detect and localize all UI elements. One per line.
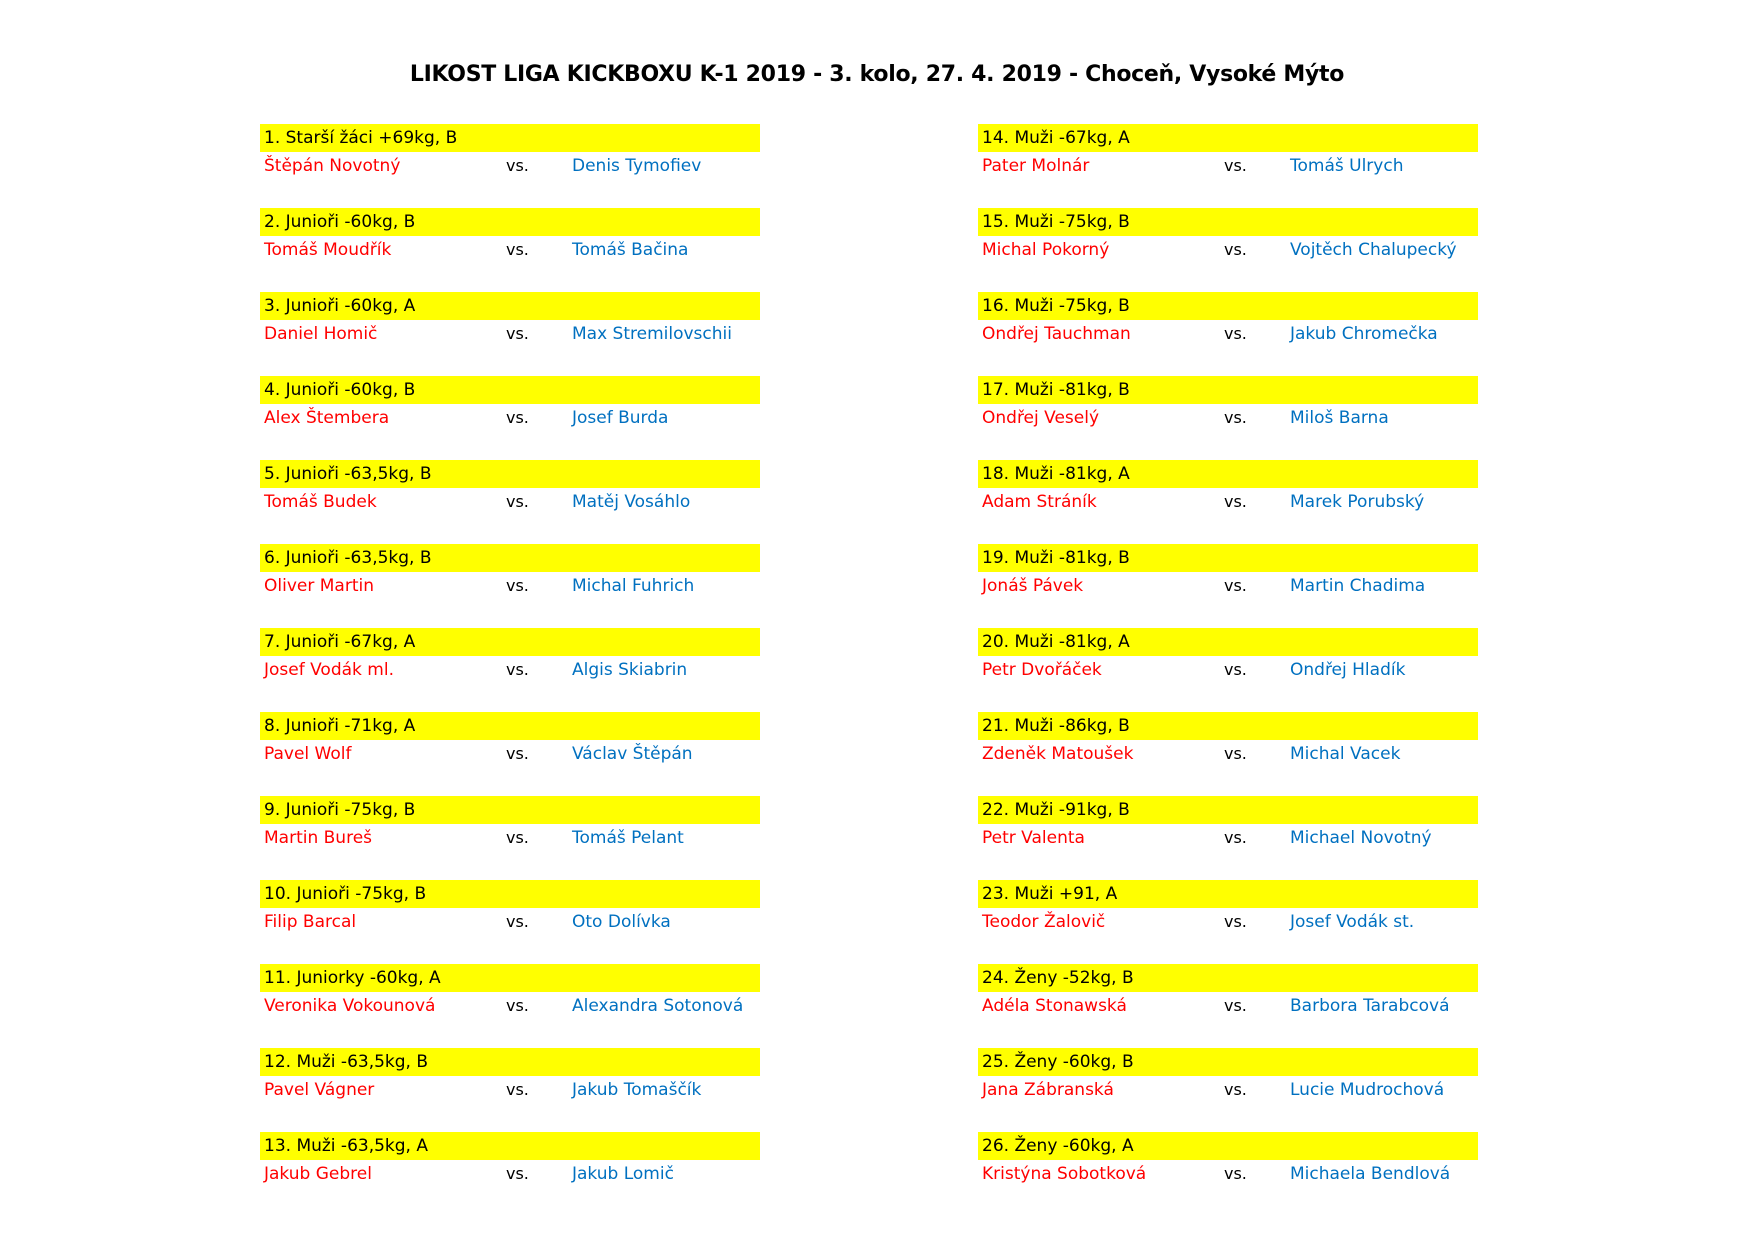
right-bout-column [978, 124, 1478, 1216]
blue-corner-fighter: Miloš Barna [1290, 408, 1389, 428]
bout-block [260, 628, 760, 712]
versus-label: vs. [1224, 1164, 1247, 1183]
bout-header: 21. Muži -86kg, B [978, 712, 1478, 740]
blue-corner-fighter: Oto Dolívka [572, 912, 671, 932]
bout-header: 4. Junioři -60kg, B [260, 376, 760, 404]
red-corner-fighter: Josef Vodák ml. [264, 660, 394, 680]
blue-corner-fighter: Alexandra Sotonová [572, 996, 744, 1016]
red-corner-fighter: Filip Barcal [264, 912, 357, 932]
bout-header: 24. Ženy -52kg, B [978, 964, 1478, 992]
bout-block [260, 124, 760, 208]
blue-corner-fighter: Denis Tymofiev [572, 156, 702, 176]
versus-label: vs. [506, 660, 529, 679]
red-corner-fighter: Štěpán Novotný [264, 156, 401, 176]
bout-block [260, 544, 760, 628]
bout-header: 19. Muži -81kg, B [978, 544, 1478, 572]
bout-header: 9. Junioři -75kg, B [260, 796, 760, 824]
red-corner-fighter: Jonáš Pávek [982, 576, 1084, 596]
bout-header: 23. Muži +91, A [978, 880, 1478, 908]
bout-block [260, 1048, 760, 1132]
page-title: LIKOST LIGA KICKBOXU K-1 2019 - 3. kolo, 27. 4. 2019 - Choceň, Vysoké Mýto [409, 62, 1345, 87]
red-corner-fighter: Zdeněk Matoušek [982, 744, 1134, 764]
bout-header: 5. Junioři -63,5kg, B [260, 460, 760, 488]
bout-block [260, 292, 760, 376]
versus-label: vs. [1224, 576, 1247, 595]
bout-block [978, 208, 1478, 292]
bout-header: 17. Muži -81kg, B [978, 376, 1478, 404]
red-corner-fighter: Michal Pokorný [982, 240, 1110, 260]
bout-block [978, 1132, 1478, 1216]
bout-matchup [978, 152, 1478, 180]
blue-corner-fighter: Michaela Bendlová [1290, 1164, 1451, 1184]
bout-block [260, 376, 760, 460]
blue-corner-fighter: Václav Štěpán [572, 744, 693, 764]
versus-label: vs. [506, 996, 529, 1015]
versus-label: vs. [1224, 660, 1247, 679]
bout-block [978, 880, 1478, 964]
blue-corner-fighter: Jakub Lomič [572, 1164, 674, 1184]
bout-matchup [260, 992, 760, 1020]
bout-matchup [978, 320, 1478, 348]
versus-label: vs. [506, 576, 529, 595]
red-corner-fighter: Pavel Wolf [264, 744, 352, 764]
versus-label: vs. [506, 828, 529, 847]
bout-matchup [260, 404, 760, 432]
bout-block [260, 796, 760, 880]
versus-label: vs. [1224, 996, 1247, 1015]
bout-block [260, 460, 760, 544]
bout-block [978, 964, 1478, 1048]
bout-header: 3. Junioři -60kg, A [260, 292, 760, 320]
bout-matchup [260, 320, 760, 348]
bout-matchup [260, 488, 760, 516]
bout-matchup [978, 908, 1478, 936]
versus-label: vs. [1224, 324, 1247, 343]
red-corner-fighter: Teodor Žalovič [982, 912, 1106, 932]
bout-header: 8. Junioři -71kg, A [260, 712, 760, 740]
bout-matchup [260, 152, 760, 180]
bout-matchup [260, 740, 760, 768]
bout-header: 10. Junioři -75kg, B [260, 880, 760, 908]
blue-corner-fighter: Algis Skiabrin [572, 660, 688, 680]
red-corner-fighter: Kristýna Sobotková [982, 1164, 1147, 1184]
bout-block [978, 376, 1478, 460]
blue-corner-fighter: Tomáš Ulrych [1290, 156, 1404, 176]
bout-matchup [978, 572, 1478, 600]
bout-matchup [978, 1076, 1478, 1104]
blue-corner-fighter: Josef Burda [572, 408, 669, 428]
versus-label: vs. [506, 912, 529, 931]
blue-corner-fighter: Matěj Vosáhlo [572, 492, 691, 512]
bout-matchup [260, 908, 760, 936]
blue-corner-fighter: Michael Novotný [1290, 828, 1432, 848]
red-corner-fighter: Adéla Stonawská [982, 996, 1127, 1016]
bout-header: 6. Junioři -63,5kg, B [260, 544, 760, 572]
bout-matchup [260, 1076, 760, 1104]
versus-label: vs. [1224, 744, 1247, 763]
blue-corner-fighter: Marek Porubský [1290, 492, 1425, 512]
red-corner-fighter: Tomáš Moudřík [264, 240, 392, 260]
versus-label: vs. [506, 492, 529, 511]
bout-header: 22. Muži -91kg, B [978, 796, 1478, 824]
red-corner-fighter: Adam Stráník [982, 492, 1097, 512]
versus-label: vs. [1224, 1080, 1247, 1099]
blue-corner-fighter: Barbora Tarabcová [1290, 996, 1450, 1016]
red-corner-fighter: Alex Štembera [264, 408, 390, 428]
bout-matchup [260, 1160, 760, 1188]
red-corner-fighter: Jana Zábranská [982, 1080, 1114, 1100]
red-corner-fighter: Martin Bureš [264, 828, 373, 848]
red-corner-fighter: Ondřej Tauchman [982, 324, 1131, 344]
red-corner-fighter: Petr Valenta [982, 828, 1085, 848]
blue-corner-fighter: Josef Vodák st. [1290, 912, 1415, 932]
bout-header: 18. Muži -81kg, A [978, 460, 1478, 488]
versus-label: vs. [506, 1164, 529, 1183]
bout-matchup [978, 404, 1478, 432]
bout-matchup [978, 824, 1478, 852]
bout-header: 14. Muži -67kg, A [978, 124, 1478, 152]
red-corner-fighter: Pavel Vágner [264, 1080, 375, 1100]
bout-header: 12. Muži -63,5kg, B [260, 1048, 760, 1076]
bout-matchup [978, 740, 1478, 768]
bout-header: 2. Junioři -60kg, B [260, 208, 760, 236]
red-corner-fighter: Ondřej Veselý [982, 408, 1100, 428]
bout-block [260, 1132, 760, 1216]
red-corner-fighter: Pater Molnár [982, 156, 1090, 176]
bout-header: 11. Juniorky -60kg, A [260, 964, 760, 992]
versus-label: vs. [1224, 408, 1247, 427]
bout-block [978, 1048, 1478, 1132]
versus-label: vs. [506, 240, 529, 259]
blue-corner-fighter: Vojtěch Chalupecký [1290, 240, 1457, 260]
blue-corner-fighter: Michal Vacek [1290, 744, 1401, 764]
red-corner-fighter: Petr Dvořáček [982, 660, 1102, 680]
red-corner-fighter: Jakub Gebrel [264, 1164, 372, 1184]
bout-matchup [978, 992, 1478, 1020]
bout-block [978, 712, 1478, 796]
bout-block [978, 460, 1478, 544]
blue-corner-fighter: Michal Fuhrich [572, 576, 695, 596]
red-corner-fighter: Tomáš Budek [264, 492, 377, 512]
bout-header: 13. Muži -63,5kg, A [260, 1132, 760, 1160]
bout-header: 1. Starší žáci +69kg, B [260, 124, 760, 152]
versus-label: vs. [1224, 912, 1247, 931]
bout-block [260, 880, 760, 964]
versus-label: vs. [1224, 156, 1247, 175]
bout-matchup [978, 488, 1478, 516]
blue-corner-fighter: Ondřej Hladík [1290, 660, 1406, 680]
versus-label: vs. [506, 156, 529, 175]
bout-block [260, 208, 760, 292]
bout-block [978, 544, 1478, 628]
blue-corner-fighter: Martin Chadima [1290, 576, 1426, 596]
blue-corner-fighter: Max Stremilovschii [572, 324, 732, 344]
versus-label: vs. [506, 408, 529, 427]
versus-label: vs. [1224, 492, 1247, 511]
bout-matchup [260, 236, 760, 264]
bout-matchup [260, 656, 760, 684]
red-corner-fighter: Oliver Martin [264, 576, 374, 596]
bout-header: 15. Muži -75kg, B [978, 208, 1478, 236]
versus-label: vs. [506, 744, 529, 763]
blue-corner-fighter: Jakub Chromečka [1290, 324, 1438, 344]
bout-matchup [978, 1160, 1478, 1188]
left-bout-column [260, 124, 760, 1216]
bout-matchup [260, 572, 760, 600]
versus-label: vs. [506, 1080, 529, 1099]
bout-block [978, 124, 1478, 208]
bout-matchup [978, 656, 1478, 684]
versus-label: vs. [1224, 240, 1247, 259]
versus-label: vs. [506, 324, 529, 343]
bout-header: 20. Muži -81kg, A [978, 628, 1478, 656]
blue-corner-fighter: Tomáš Pelant [572, 828, 684, 848]
versus-label: vs. [1224, 828, 1247, 847]
bout-block [260, 712, 760, 796]
red-corner-fighter: Veronika Vokounová [264, 996, 436, 1016]
bout-matchup [260, 824, 760, 852]
blue-corner-fighter: Lucie Mudrochová [1290, 1080, 1445, 1100]
blue-corner-fighter: Jakub Tomaščík [572, 1080, 702, 1100]
bout-header: 26. Ženy -60kg, A [978, 1132, 1478, 1160]
bout-block [260, 964, 760, 1048]
bout-block [978, 628, 1478, 712]
bout-matchup [978, 236, 1478, 264]
bout-block [978, 796, 1478, 880]
bout-header: 16. Muži -75kg, B [978, 292, 1478, 320]
blue-corner-fighter: Tomáš Bačina [572, 240, 689, 260]
bout-block [978, 292, 1478, 376]
bout-header: 7. Junioři -67kg, A [260, 628, 760, 656]
bout-header: 25. Ženy -60kg, B [978, 1048, 1478, 1076]
red-corner-fighter: Daniel Homič [264, 324, 378, 344]
